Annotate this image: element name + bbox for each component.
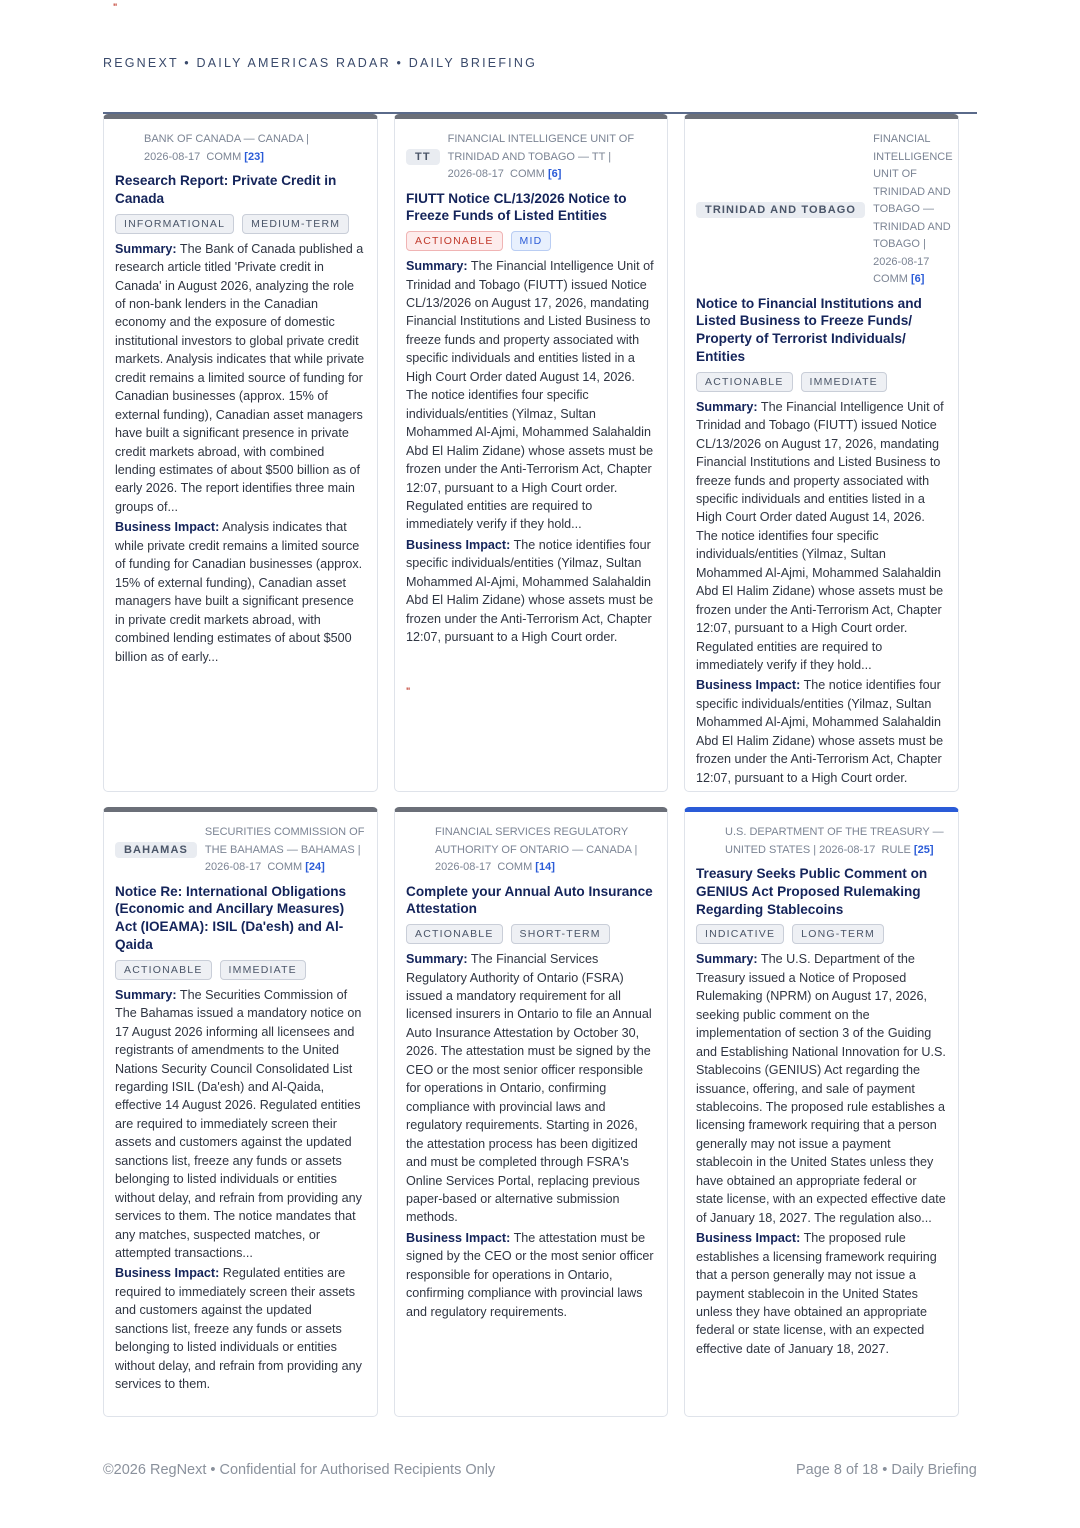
summary-label: Summary: [696, 952, 758, 967]
tag: LONG-TERM [792, 924, 884, 944]
stray-quote-mark: " [406, 685, 411, 696]
tag: IMMEDIATE [801, 372, 887, 392]
summary-text: The Financial Intelligence Unit of Trinidad and Tobago (FIUTT) issued Notice CL/13/2026 on August 17, 2026, mandating Financial Institutions and Listed Business to freeze funds and property associated with specific individuals and entities listed in a High Court Order dated August 14, 2026. The notice identifies four specific individuals/entities (Yilmaz, Sultan Mohammed Al-Ajmi, Mohammed Salahaldin Abd El Halim Zidane) whose assets must be frozen under the Anti-Terrorism Act, Chapter 12:07, pursuant to a High Court order. Regulated entities are required to immediately verify if they hold... [406, 259, 654, 532]
tag: INDICATIVE [696, 924, 784, 944]
reference-link[interactable]: [23] [244, 150, 264, 163]
doc-type: COMM [873, 273, 908, 285]
summary [115, 986, 366, 1263]
tag: MEDIUM-TERM [242, 214, 349, 234]
business-impact [696, 676, 958, 787]
summary-text: The Securities Commission of The Bahamas issued a mandatory notice on 17 August 2026 informing all licensees and registrants of amendments to the United Nations Security Council Consolidated List regarding ISIL (Da'esh) and Al-Qaida, effective 14 August 2026. Regulated entities are required to immediately screen their assets and customers against the updated sanctions list, freeze any funds or assets belonging to listed individuals or entities without delay, and refrain from providing any services to them. The notice mandates that any matches, suspected matches, or attempted transactions... [115, 987, 362, 1261]
impact-text: The attestation must be signed by the CEO or the most senior officer responsible for operations in Ontario, confirming compliance with provincial laws and regulatory requirements. [406, 1230, 654, 1319]
summary-label: Summary: [115, 241, 177, 256]
impact-text: Regulated entities are required to immediately screen their assets and customers against the updated sanctions list, freeze any funds or assets belonging to listed individuals or entities without delay, and refrain from providing any services to them. [115, 1266, 362, 1392]
summary [406, 257, 656, 534]
impact-label: Business Impact: [696, 678, 801, 693]
summary-label: Summary: [406, 259, 468, 274]
summary-text: The Bank of Canada published a research article titled 'Private credit in Canada' in August 2026, analyzing the role of non-bank lenders in the Canadian economy and the exposure of domestic institutional investors to global private credit markets. Analysis indicates that while private credit remains a limited source of funding for Canadian businesses (approx. 15% of external funding), Canadian asset managers have built a significant presence in private credit markets abroad, with combined lending estimates of about $500 billion as of early 2026. The report identifies three main groups of... [115, 241, 365, 514]
date: 2026-08-17 [204, 861, 262, 873]
card-title[interactable]: Research Report: Private Credit in Canada [115, 173, 337, 206]
footer-page-number: Page 8 of 18 • Daily Briefing [796, 1462, 977, 1478]
date: 2026-08-17 [447, 168, 504, 180]
date: 2026-08-17 [873, 255, 930, 268]
authority: U.S. DEPARTMENT OF THE TREASURY — UNITED STATES | 2026-08-17 [725, 826, 944, 856]
briefing-card [684, 114, 959, 792]
date: 2026-08-17 [144, 150, 201, 163]
card-title[interactable]: FIUTT Notice CL/13/2026 Notice to Freeze Funds of Listed Entities [406, 190, 627, 224]
impact-label: Business Impact: [406, 537, 511, 552]
authority: FINANCIAL SERVICES REGULATORY AUTHORITY OF ONTARIO — CANADA | [435, 826, 638, 856]
tag: ACTIONABLE [406, 924, 503, 944]
reference-link[interactable]: [6] [547, 168, 562, 180]
country-flag-badge: BAHAMAS [115, 842, 197, 858]
tag: ACTIONABLE [696, 372, 793, 392]
summary-text: The U.S. Department of the Treasury issued a Notice of Proposed Rulemaking (NPRM) on August 17, 2026, seeking public comment on the implementation of section 3 of the Guiding and Establishing National Innovation for U.S. Stablecoins (GENIUS) Act regarding the issuance, offering, and sale of payment stablecoins. The proposed rule establishes a licensing framework requiring that a person generally may not issue a payment stablecoin in the United States unless they have obtained an appropriate federal or state license, with an expected effective date of January 18, 2027. The regulation also... [696, 952, 946, 1225]
tag: MID [511, 231, 552, 251]
authority: FINANCIAL INTELLIGENCE UNIT OF TRINIDAD AND TOBAGO — TRINIDAD AND TOBAGO | [873, 133, 953, 250]
tag: IMMEDIATE [220, 960, 306, 980]
card-title[interactable]: Complete your Annual Auto Insurance Attestation [406, 883, 653, 917]
summary [696, 398, 958, 675]
impact-text: The notice identifies four specific individuals/entities (Yilmaz, Sultan Mohammed Al-Ajmi, Mohammed Salahaldin Abd El Halim Zidane) whose assets must be frozen under the Anti-Terrorism Act, Chapter 12:07, pursuant to a High Court order. [696, 678, 944, 785]
summary-text: The Financial Services Regulatory Authority of Ontario (FSRA) issued a mandatory requirement for all licensed insurers in Ontario to file an Annual Auto Insurance Attestation by October 30, 2026. The attestation must be signed by the CEO or the most senior officer responsible for operations in Ontario, confirming compliance with provincial laws and regulatory requirements. Starting in 2026, the attestation process has been digitized and must be completed through FSRA's Online Services Portal, replacing previous paper-based or alternative submission methods. [406, 952, 652, 1225]
footer-copyright: ©2026 RegNext • Confidential for Authorised Recipients Only [103, 1462, 496, 1478]
authority: FINANCIAL INTELLIGENCE UNIT OF TRINIDAD AND TOBAGO — TT | [447, 133, 635, 163]
briefing-card [394, 114, 668, 792]
summary-label: Summary: [696, 399, 758, 414]
tag: SHORT-TERM [511, 924, 610, 944]
summary [406, 950, 656, 1227]
doc-type: COMM [267, 861, 303, 873]
business-impact [406, 1229, 656, 1321]
impact-label: Business Impact: [406, 1230, 511, 1245]
summary [696, 950, 947, 1227]
tag: ACTIONABLE [115, 960, 212, 980]
doc-type: COMM [510, 168, 545, 180]
reference-link[interactable]: [24] [305, 861, 325, 873]
summary [115, 240, 366, 517]
report-header: REGNEXT • DAILY AMERICAS RADAR • DAILY BRIEFING [103, 56, 537, 70]
reference-link[interactable]: [14] [535, 861, 555, 873]
impact-text: The notice identifies four specific individuals/entities (Yilmaz, Sultan Mohammed Al-Ajmi, Mohammed Salahaldin Abd El Halim Zidane) whose assets must be frozen under the Anti-Terrorism Act, Chapter 12:07, pursuant to a High Court order. [406, 537, 654, 645]
card-title[interactable]: Notice to Financial Institutions and Listed Business to Freeze Funds/ Property of Terrorist Individuals/ Entities [696, 295, 922, 364]
tag: INFORMATIONAL [115, 214, 234, 234]
card-meta [696, 824, 947, 859]
reference-link[interactable]: [6] [910, 273, 925, 285]
business-impact [115, 518, 366, 666]
card-title[interactable]: Treasury Seeks Public Comment on GENIUS Act Proposed Rulemaking Regarding Stablecoins [696, 866, 928, 917]
summary-text: The Financial Intelligence Unit of Trinidad and Tobago (FIUTT) issued Notice CL/13/2026 on August 17, 2026, mandating Financial Institutions and Listed Business to freeze funds and property associated with specific individuals and entities listed in a High Court Order dated August 14, 2026. The notice identifies four specific individuals/entities (Yilmaz, Sultan Mohammed Al-Ajmi, Mohammed Salahaldin Abd El Halim Zidane) whose assets must be frozen under the Anti-Terrorism Act, Chapter 12:07, pursuant to a High Court order. Regulated entities are required to immediately verify if they hold... [696, 399, 944, 673]
card-title[interactable]: Notice Re: International Obligations (Economic and Ancillary Measures) Act (IOEAMA): ISIL (Da'esh) and Al-Qaida [115, 883, 347, 952]
card-meta [115, 131, 309, 166]
tag: ACTIONABLE [406, 231, 503, 251]
impact-text: The proposed rule establishes a licensing framework requiring that a person generally may not issue a payment stablecoin in the United States unless they have obtained an appropriate federal or state license, with an expected effective date of January 18, 2027. [696, 1231, 937, 1356]
card-meta [406, 824, 656, 877]
impact-text: Analysis indicates that while private credit remains a limited source of funding for Canadian businesses (approx. 15% of external funding), Canadian asset managers have built a significant presence in private credit markets abroad, with combined lending estimates of about $500 billion as of early... [115, 520, 363, 664]
impact-label: Business Impact: [115, 1266, 220, 1281]
briefing-card [394, 807, 668, 1417]
card-meta [205, 824, 366, 877]
business-impact [115, 1264, 366, 1393]
country-flag-badge: TT [406, 149, 440, 165]
card-meta [873, 131, 958, 289]
doc-type: COMM [497, 861, 533, 873]
briefing-card [103, 807, 378, 1417]
briefing-card [684, 807, 959, 1417]
doc-type: RULE [881, 843, 911, 856]
authority: BANK OF CANADA — CANADA | [144, 133, 309, 145]
business-impact [406, 536, 656, 647]
card-meta [448, 131, 656, 184]
doc-type: COMM [206, 150, 242, 163]
summary-label: Summary: [115, 987, 177, 1002]
summary-label: Summary: [406, 952, 468, 967]
briefing-card [103, 114, 378, 792]
business-impact [696, 1229, 947, 1358]
date: 2026-08-17 [435, 861, 492, 873]
reference-link[interactable]: [25] [913, 843, 934, 856]
stray-quote-mark: " [113, 2, 118, 12]
country-flag-badge: TRINIDAD AND TOBAGO [696, 202, 865, 218]
impact-label: Business Impact: [696, 1231, 801, 1246]
authority: SECURITIES COMMISSION OF THE BAHAMAS — BAHAMAS | [204, 826, 365, 856]
impact-label: Business Impact: [115, 520, 220, 535]
